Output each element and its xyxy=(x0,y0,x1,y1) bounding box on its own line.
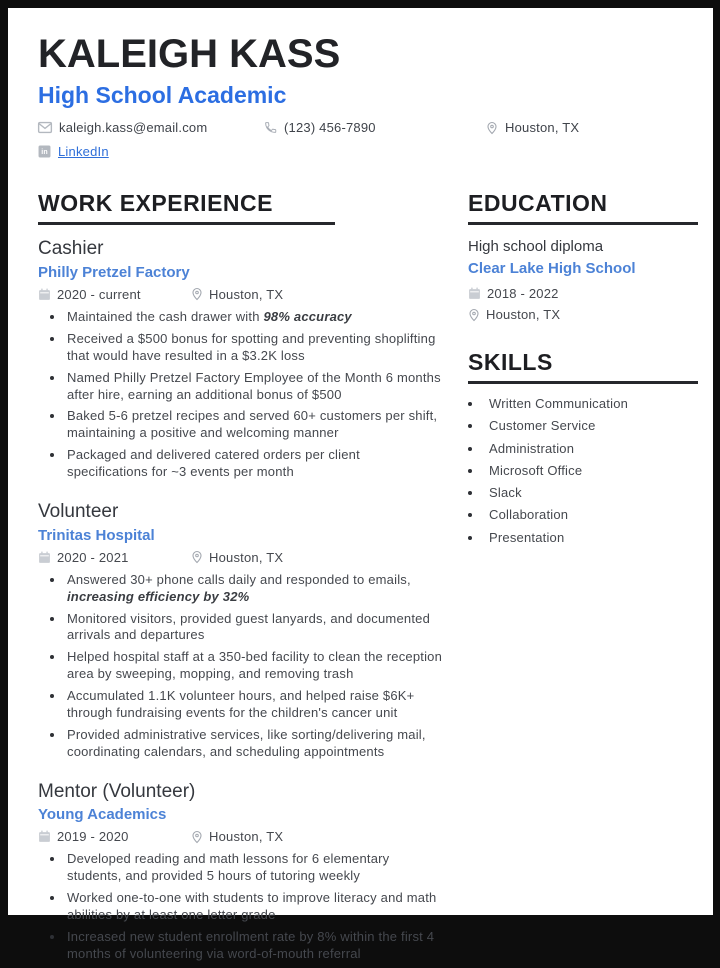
education-location-item xyxy=(468,307,698,322)
job-dates-item xyxy=(38,287,191,302)
company-link[interactable]: Trinitas Hospital xyxy=(38,526,155,544)
education-dates: 2018 - 2022 xyxy=(487,286,559,302)
skills-list xyxy=(468,396,698,546)
skill-item: • Written Communication xyxy=(483,396,698,412)
calendar-icon xyxy=(38,551,51,564)
job-bullet: • Answered 30+ phone calls daily and responded to emails, increasing efficiency by 32% xyxy=(65,572,443,606)
job-title: Volunteer xyxy=(38,500,119,522)
job-location: Houston, TX xyxy=(209,286,284,302)
job-bullet: • Received a $500 bonus for spotting and preventing shoplifting that would have resulted in a $3.2K loss xyxy=(65,331,443,365)
sidebar-column xyxy=(468,192,698,968)
education-heading: EDUCATION xyxy=(468,192,698,225)
job-entry xyxy=(38,238,443,481)
job-location: Houston, TX xyxy=(209,829,284,845)
location-pin-icon xyxy=(468,308,480,322)
job-meta-row xyxy=(38,829,443,844)
job-bullet: • Provided administrative services, like sorting/delivering mail, coordinating calendars, and scheduling appointments xyxy=(65,727,443,761)
job-dates: 2020 - 2021 xyxy=(57,549,129,565)
job-bullet: • Developed reading and math lessons for 6 elementary students, and provided 5 hours of tutoring weekly xyxy=(65,851,443,885)
contact-row xyxy=(38,120,683,135)
job-title: Mentor (Volunteer) xyxy=(38,780,196,802)
job-dates-item xyxy=(38,550,191,565)
education-dates-item xyxy=(468,286,698,301)
calendar-icon xyxy=(38,830,51,843)
phone-icon xyxy=(264,121,277,134)
job-location-item xyxy=(191,829,283,844)
job-bullet: • Worked one-to-one with students to improve literacy and math abilities by at least one letter grade xyxy=(65,890,443,924)
jobs-list xyxy=(38,238,443,963)
calendar-icon xyxy=(468,287,481,300)
skill-item: • Microsoft Office xyxy=(483,463,698,479)
candidate-title: High School Academic xyxy=(38,82,287,108)
education-meta xyxy=(468,286,698,322)
contact-location xyxy=(486,120,579,135)
contact-phone xyxy=(264,120,486,135)
email-text: kaleigh.kass@email.com xyxy=(59,120,208,136)
company-link[interactable]: Philly Pretzel Factory xyxy=(38,263,190,281)
location-pin-icon xyxy=(191,830,203,844)
job-location-item xyxy=(191,287,283,302)
job-bullets xyxy=(38,309,443,481)
job-bullet: • Monitored visitors, provided guest lanyards, and documented arrivals and departures xyxy=(65,611,443,645)
resume-body xyxy=(8,192,713,968)
resume-page xyxy=(8,8,713,961)
skill-item: • Presentation xyxy=(483,530,698,546)
job-meta-row xyxy=(38,550,443,565)
education-degree: High school diploma xyxy=(468,238,604,256)
email-icon xyxy=(38,122,52,133)
job-dates: 2019 - 2020 xyxy=(57,829,129,845)
job-bullet: • Baked 5-6 pretzel recipes and served 60+ customers per shift, maintaining a positive and welcoming manner xyxy=(65,408,443,442)
skills-section xyxy=(468,351,698,546)
location-text: Houston, TX xyxy=(505,120,580,136)
skills-heading: SKILLS xyxy=(468,351,698,384)
job-bullet: • Increased new student enrollment rate by 8% within the first 4 months of volunteering via word-of-mouth referral xyxy=(65,929,443,963)
job-bullets xyxy=(38,572,443,761)
job-entry xyxy=(38,781,443,963)
job-entry xyxy=(38,501,443,761)
job-meta-row xyxy=(38,287,443,302)
skill-item: • Slack xyxy=(483,485,698,501)
job-bullet: • Named Philly Pretzel Factory Employee of the Month 6 months after hire, earning an additional bonus of $500 xyxy=(65,370,443,404)
job-bullets xyxy=(38,851,443,962)
job-location: Houston, TX xyxy=(209,549,284,565)
resume-header xyxy=(8,33,713,159)
skill-item: • Customer Service xyxy=(483,418,698,434)
school-link[interactable]: Clear Lake High School xyxy=(468,260,636,278)
phone-text: (123) 456-7890 xyxy=(284,120,376,136)
job-bullet: • Accumulated 1.1K volunteer hours, and helped raise $6K+ through fundraising events for the children's cancer unit xyxy=(65,688,443,722)
linkedin-icon xyxy=(38,145,51,158)
job-title: Cashier xyxy=(38,238,104,260)
company-link[interactable]: Young Academics xyxy=(38,806,167,824)
job-location-item xyxy=(191,550,283,565)
work-experience-section xyxy=(38,192,443,968)
job-bullet: • Packaged and delivered catered orders per client specifications for ~3 events per month xyxy=(65,447,443,481)
location-pin-icon xyxy=(486,121,498,135)
skill-item: • Administration xyxy=(483,441,698,457)
location-pin-icon xyxy=(191,550,203,564)
svg-text:in: in xyxy=(41,149,48,157)
candidate-name: KALEIGH KASS xyxy=(38,32,341,76)
education-location: Houston, TX xyxy=(486,307,561,323)
work-experience-heading: WORK EXPERIENCE xyxy=(38,192,335,225)
linkedin-link[interactable]: LinkedIn xyxy=(58,144,109,160)
calendar-icon xyxy=(38,288,51,301)
job-dates-item xyxy=(38,829,191,844)
skill-item: • Collaboration xyxy=(483,507,698,523)
contact-email xyxy=(38,120,264,135)
job-bullet: • Helped hospital staff at a 350-bed facility to clean the reception area by sweeping, mopping, and removing trash xyxy=(65,649,443,683)
location-pin-icon xyxy=(191,287,203,301)
education-section xyxy=(468,192,698,322)
job-bullet: • Maintained the cash drawer with 98% accuracy xyxy=(65,309,443,326)
contact-linkedin xyxy=(38,144,109,159)
contact-row-2 xyxy=(38,144,683,159)
job-dates: 2020 - current xyxy=(57,286,141,302)
